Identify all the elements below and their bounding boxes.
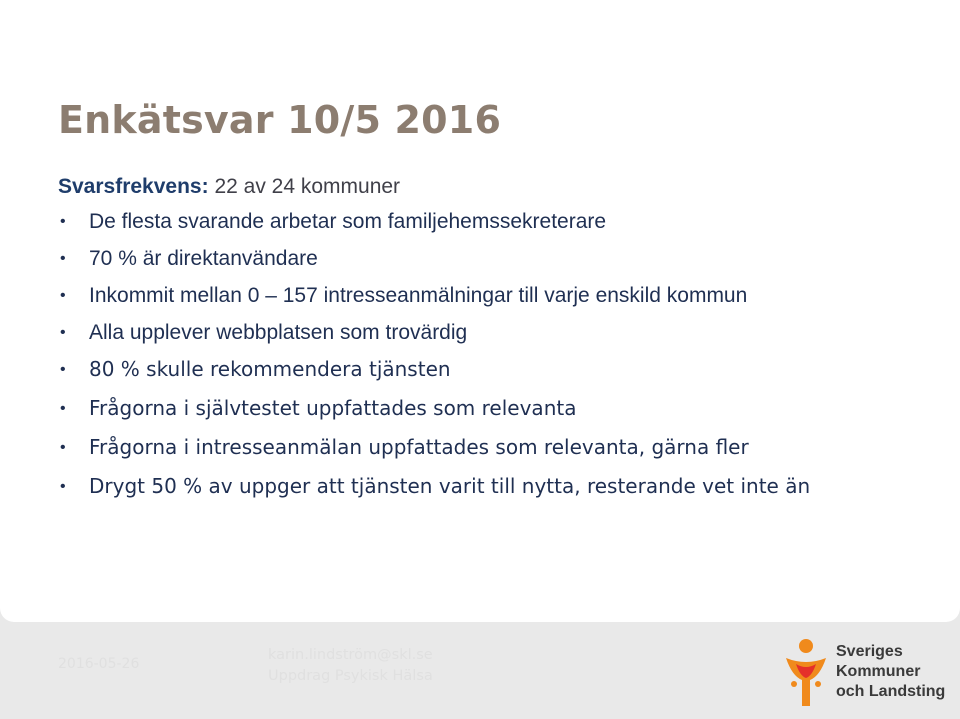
footer-author xyxy=(268,645,433,687)
skl-figure-logo-icon xyxy=(780,636,832,708)
bullet-dot-icon: • xyxy=(60,478,66,495)
bullet-text: 80 % skulle rekommendera tjänsten xyxy=(89,357,451,381)
slide-title: Enkätsvar 10/5 2016 xyxy=(58,98,502,142)
bullet-text: Inkommit mellan 0 – 157 intresseanmälningar till varje enskild kommun xyxy=(89,284,748,307)
bullet-dot-icon: • xyxy=(60,439,66,456)
bullet-text: Alla upplever webbplatsen som trovärdig xyxy=(89,321,468,344)
bullet-text: 70 % är direktanvändare xyxy=(89,247,318,270)
bullet-item xyxy=(58,281,938,311)
response-rate xyxy=(58,175,400,199)
bullet-item xyxy=(58,207,938,237)
bullet-text: Drygt 50 % av uppger att tjänsten varit till nytta, resterande vet inte än xyxy=(89,474,811,498)
bullet-dot-icon: • xyxy=(60,324,66,341)
bullet-dot-icon: • xyxy=(60,400,66,417)
author-email: karin.lindström@skl.se xyxy=(268,647,433,663)
footer-date: 2016-05-26 xyxy=(58,656,140,672)
bullet-dot-icon: • xyxy=(60,361,66,378)
logo-line-3: och Landsting xyxy=(836,683,946,700)
skl-logo xyxy=(780,636,950,708)
bullet-item xyxy=(58,244,938,274)
logo-line-2: Kommuner xyxy=(836,663,921,680)
bullet-item xyxy=(58,472,938,501)
bullet-item xyxy=(58,355,938,384)
bullet-text: Frågorna i intresseanmälan uppfattades som relevanta, gärna fler xyxy=(89,435,749,459)
response-rate-label: Svarsfrekvens: xyxy=(58,175,209,198)
logo-wordmark xyxy=(836,642,945,702)
bullet-dot-icon: • xyxy=(60,250,66,267)
bullet-list xyxy=(58,207,938,511)
bullet-dot-icon: • xyxy=(60,213,66,230)
response-rate-value: 22 av 24 kommuner xyxy=(214,175,401,198)
bullet-item xyxy=(58,433,938,462)
bullet-text: De flesta svarande arbetar som familjehemssekreterare xyxy=(89,210,607,233)
bullet-text: Frågorna i självtestet uppfattades som relevanta xyxy=(89,396,577,420)
bullet-dot-icon: • xyxy=(60,287,66,304)
logo-line-1: Sveriges xyxy=(836,643,903,660)
bullet-item xyxy=(58,318,938,348)
bullet-item xyxy=(58,394,938,423)
author-department: Uppdrag Psykisk Hälsa xyxy=(268,668,433,684)
